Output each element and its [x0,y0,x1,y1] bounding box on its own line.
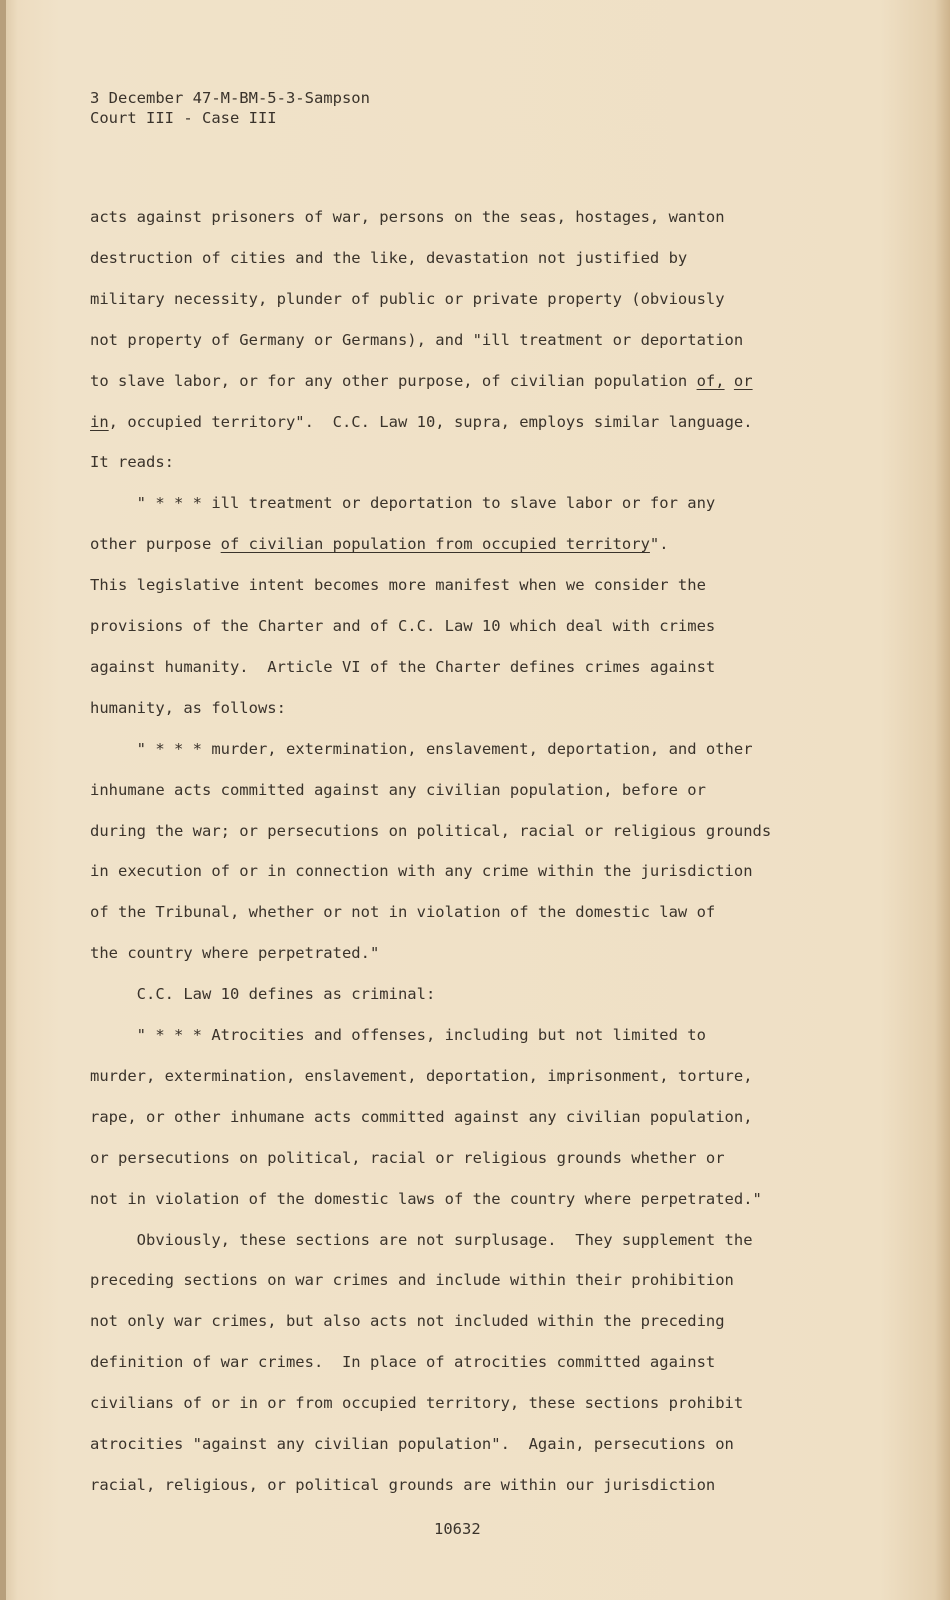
page-number: 10632 [434,1520,481,1538]
text-segment: inhumane acts committed against any civilian population, before or [90,780,706,799]
text-segment: during the war; or persecutions on political, racial or religious grounds [90,821,772,840]
text-line [90,1351,715,1373]
text-line [90,533,669,555]
underlined-text: of civilian population from occupied territory [220,535,650,554]
text-line [90,1474,715,1496]
text-segment: humanity, as follows: [90,698,286,717]
text-segment: the country where perpetrated." [90,944,380,963]
text-segment: , occupied territory". C.C. Law 10, supra, employs similar language. [108,412,753,431]
text-segment: against humanity. Article VI of the Charter defines crimes against [90,657,716,676]
text-line [90,1188,762,1210]
text-line [90,411,753,433]
text-line [90,329,743,351]
text-segment: " * * * Atrocities and offenses, including but not limited to [90,1026,706,1044]
text-line [90,451,174,473]
text-segment: " * * * murder, extermination, enslavement, deportation, and other [90,739,753,758]
text-segment: other purpose [90,535,221,554]
text-line [90,1229,753,1251]
text-segment: in execution of or in connection with any crime within the jurisdiction [90,862,753,881]
text-segment: rape, or other inhumane acts committed against any civilian population, [90,1107,753,1126]
text-line [90,697,286,719]
text-segment: or persecutions on political, racial or religious grounds whether or [90,1148,725,1167]
underlined-text: or [733,371,753,390]
text-line [90,738,753,760]
text-segment: provisions of the Charter and of C.C. Law 10 which deal with crimes [90,617,716,635]
text-line [90,1433,734,1455]
text-line [90,1147,725,1169]
text-line [90,779,706,801]
underlined-text: of, [696,371,725,390]
text-segment: to slave labor, or for any other purpose, of civilian population [90,371,697,390]
text-line [90,247,687,269]
text-segment: This legislative intent becomes more manifest when we consider the [90,576,706,595]
text-segment: of the Tribunal, whether or not in violation of the domestic law of [90,903,716,922]
text-line [90,942,379,964]
text-segment: destruction of cities and the like, devastation not justified by [90,248,688,267]
text-segment: preceding sections on war crimes and include within their prohibition [90,1271,734,1290]
text-segment: Obviously, these sections are not surplusage. They supplement the [90,1230,753,1249]
text-line [90,656,715,678]
document-header [90,88,370,128]
text-line [90,820,771,842]
text-segment: civilians of or in or from occupied territory, these sections prohibit [90,1394,744,1413]
header-court-case: Court III - Case III [90,109,277,127]
text-segment: ". [649,535,669,554]
text-segment: " * * * ill treatment or deportation to slave labor or for any [90,494,716,513]
text-segment: not only war crimes, but also acts not included within the preceding [90,1312,725,1331]
text-line [90,1392,743,1414]
text-segment: murder, extermination, enslavement, deportation, imprisonment, torture, [90,1066,753,1085]
text-line [90,1024,706,1046]
text-segment: racial, religious, or political grounds are within our jurisdiction [90,1475,716,1494]
text-line [90,983,435,1005]
text-segment [725,372,734,390]
text-line [90,1269,734,1291]
text-line [90,860,753,882]
text-line [90,370,753,392]
text-segment: atrocities "against any civilian population". Again, persecutions on [90,1435,734,1453]
text-line [90,492,715,514]
text-segment: It reads: [90,453,174,472]
text-line [90,615,715,637]
text-line [90,1065,753,1087]
text-line [90,1310,725,1332]
text-segment: not property of Germany or Germans), and "ill treatment or deportation [90,330,744,349]
text-line [90,1106,753,1128]
text-segment: military necessity, plunder of public or private property (obviously [90,289,725,308]
underlined-text: in [90,412,109,431]
text-segment: acts against prisoners of war, persons on the seas, hostages, wanton [90,208,725,226]
text-segment: not in violation of the domestic laws of the country where perpetrated." [90,1189,762,1208]
text-segment: C.C. Law 10 defines as criminal: [90,985,436,1004]
text-line [90,901,715,923]
text-line [90,288,725,310]
header-date-reference: 3 December 47-M-BM-5-3-Sampson [90,89,370,107]
text-line [90,574,706,596]
page-edge [0,0,6,1600]
text-line [90,206,725,228]
text-segment: definition of war crimes. In place of atrocities committed against [90,1353,716,1372]
